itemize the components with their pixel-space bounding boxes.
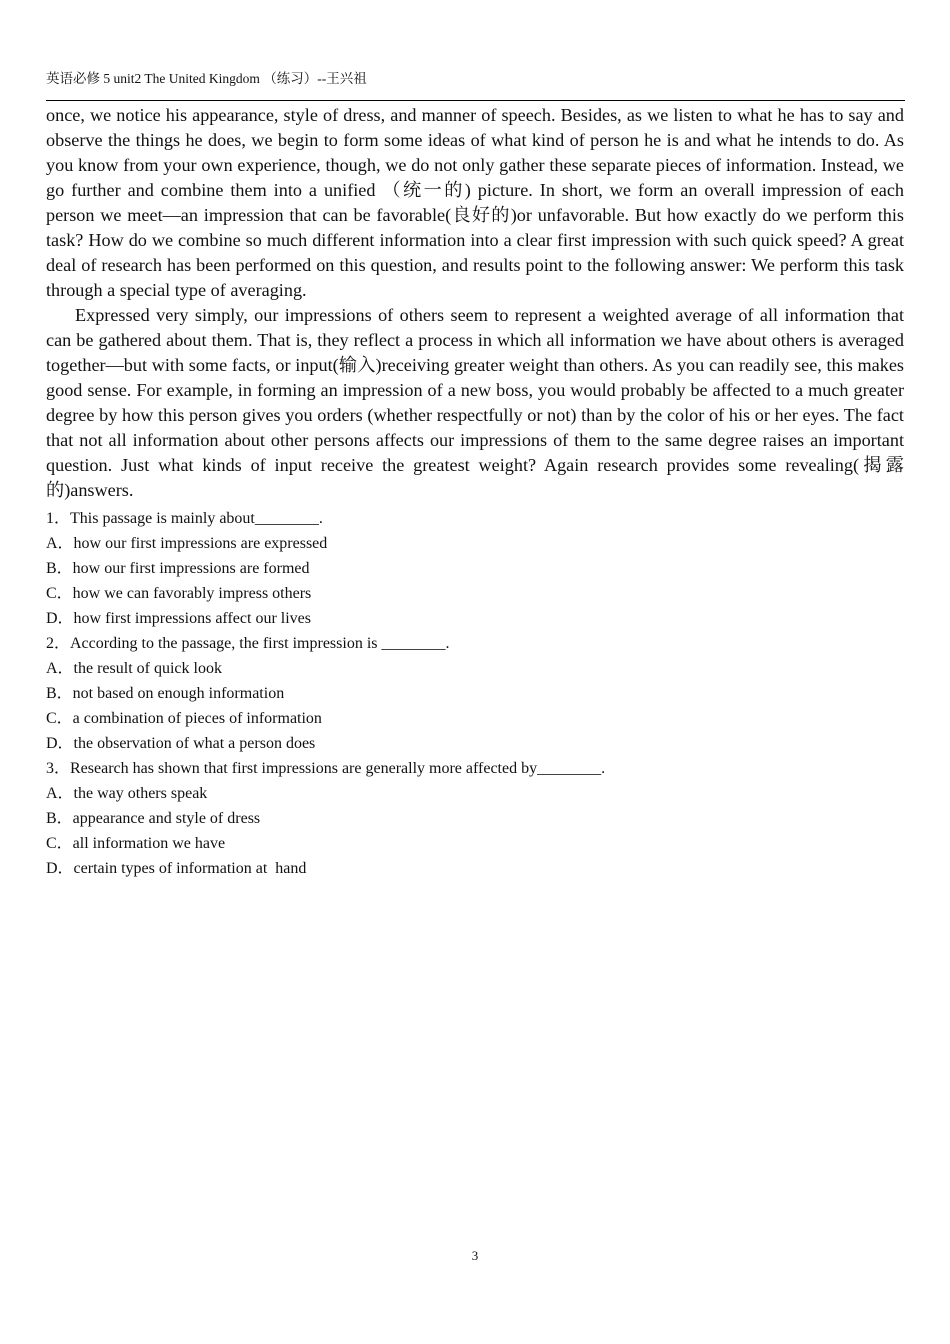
question-stem: 2．According to the passage, the first impression is ________. bbox=[46, 635, 450, 652]
paragraph: once, we notice his appearance, style of dress, and manner of speech. Besides, as we listen to what he has to say and observe the things he does, we begin to form some ideas of what kind of person he is and what he intends to do. As you know from your own experience, though, we do not only gather these separate pieces of information. Instead, we go further and combine them into a unified （统一的) picture. In short, we form an overall impression of each person we meet—an impression that can be favorable(良好的)or unfavorable. But how exactly do we perform this task? How do we combine so much different information into a clear first impression with such quick speed? A great deal of research has been performed on this question, and results point to the following answer: We perform this task through a special type of averaging. bbox=[46, 105, 904, 300]
header-divider bbox=[46, 100, 905, 101]
page-number: 3 bbox=[471, 1248, 479, 1263]
question-stem: 1．This passage is mainly about________. bbox=[46, 510, 323, 527]
option: D．certain types of information at hand bbox=[46, 860, 307, 877]
option: C．all information we have bbox=[46, 835, 226, 852]
questions bbox=[46, 506, 904, 881]
page-header: 英语必修 5 unit2 The United Kingdom （练习）--王兴祖 bbox=[46, 71, 367, 86]
option: B．appearance and style of dress bbox=[46, 810, 261, 827]
option: C．a combination of pieces of information bbox=[46, 710, 322, 727]
option: D．the observation of what a person does bbox=[46, 735, 316, 752]
option: C．how we can favorably impress others bbox=[46, 585, 312, 602]
question-stem: 3．Research has shown that first impressions are generally more affected by________. bbox=[46, 760, 606, 777]
option: B．how our first impressions are formed bbox=[46, 560, 310, 577]
paragraph: Expressed very simply, our impressions of others seem to represent a weighted average of all information that can be gathered about them. That is, they reflect a process in which all information we have about others is averaged together—but with some facts, or input(输入)receiving greater weight than others. As you can readily see, this makes good sense. For example, in forming an impression of a new boss, you would probably be affected to a much greater degree by how this person gives you orders (whether respectfully or not) than by the color of his or her eyes. The fact that not all information about other persons affects our impressions of them to the same degree raises an important question. Just what kinds of input receive the greatest weight? Again research provides some revealing(揭露的)answers. bbox=[46, 305, 904, 500]
option: A．how our first impressions are expressed bbox=[46, 535, 328, 552]
option: A．the way others speak bbox=[46, 785, 208, 802]
document-body bbox=[46, 103, 904, 881]
option: A．the result of quick look bbox=[46, 660, 222, 677]
option: D．how first impressions affect our lives bbox=[46, 610, 311, 627]
option: B．not based on enough information bbox=[46, 685, 285, 702]
